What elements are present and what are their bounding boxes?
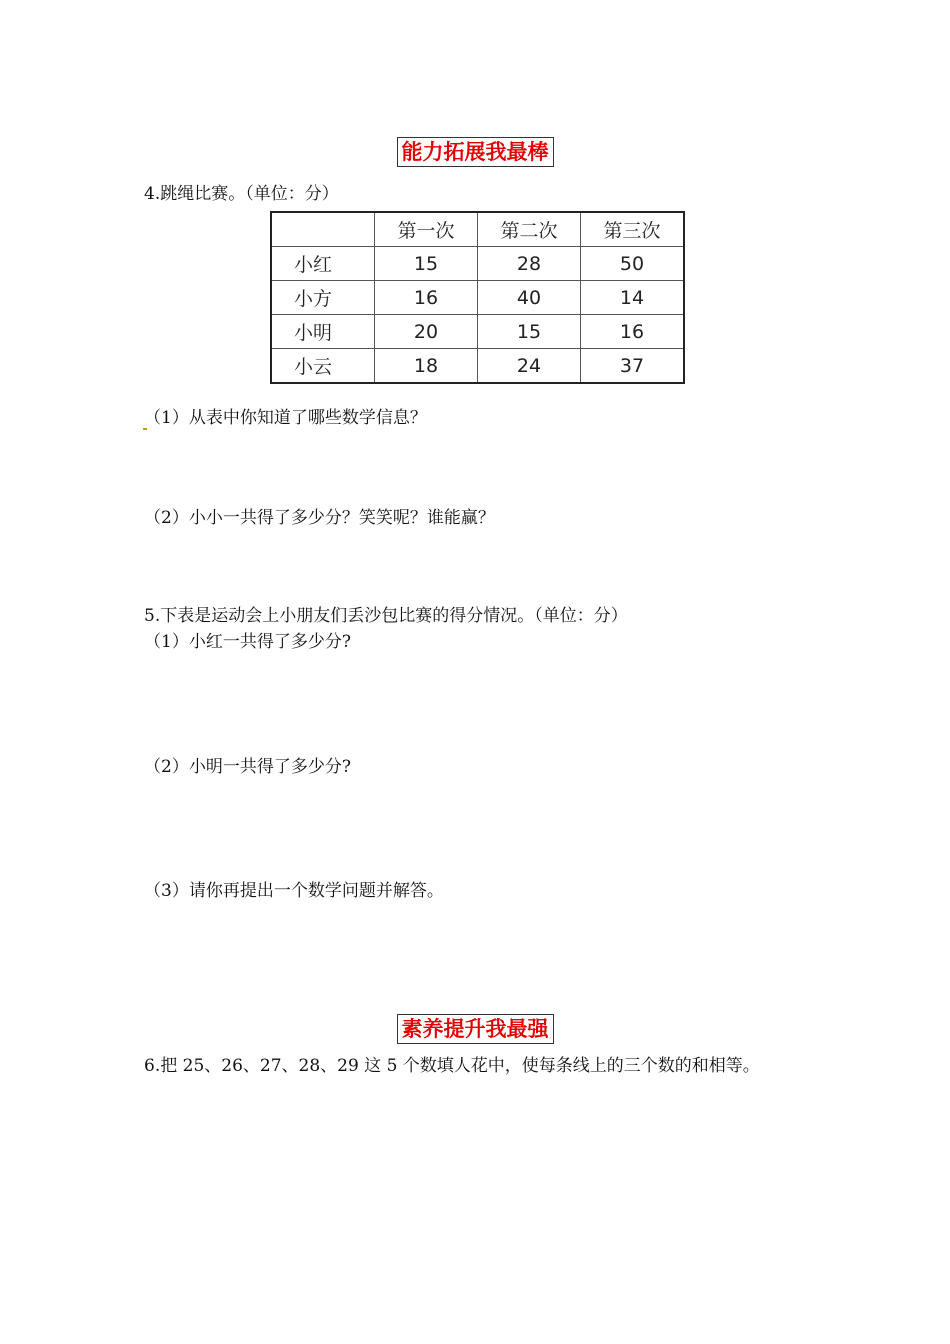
table-row-name: 小红 <box>271 247 375 281</box>
q6-title: 6.把 25、26、27、28、29 这 5 个数填人花中，使每条线上的三个数的和相等。 <box>144 1056 760 1076</box>
table-cell: 15 <box>375 247 478 281</box>
table-header-row <box>271 212 684 247</box>
table-cell: 40 <box>478 281 581 315</box>
jump-rope-table <box>270 211 685 384</box>
section-title-literacy <box>0 1014 950 1044</box>
q5-sub1: （1）小红一共得了多少分? <box>144 632 351 652</box>
table-row <box>271 281 684 315</box>
table-row-name: 小云 <box>271 349 375 384</box>
q4-sub1: （1）从表中你知道了哪些数学信息？ <box>144 408 427 428</box>
table-cell: 16 <box>581 315 685 349</box>
table-cell: 50 <box>581 247 685 281</box>
table-cell: 37 <box>581 349 685 384</box>
q4-title: 4.跳绳比赛。（单位：分） <box>144 184 339 204</box>
table-corner-cell <box>271 212 375 247</box>
q5-title: 5.下表是运动会上小朋友们丢沙包比赛的得分情况。（单位：分） <box>144 606 628 626</box>
section-title-ability <box>0 137 950 167</box>
table-row <box>271 247 684 281</box>
table-header-cell: 第二次 <box>478 212 581 247</box>
table-cell: 14 <box>581 281 685 315</box>
table-row <box>271 349 684 384</box>
q5-sub3: （3）请你再提出一个数学问题并解答。 <box>144 881 444 901</box>
q4-sub2: （2）小小一共得了多少分？笑笑呢？谁能赢？ <box>144 508 495 528</box>
q5-sub2: （2）小明一共得了多少分? <box>144 757 351 777</box>
table-row-name: 小方 <box>271 281 375 315</box>
table-cell: 16 <box>375 281 478 315</box>
table-header-cell: 第三次 <box>581 212 685 247</box>
table-cell: 18 <box>375 349 478 384</box>
table-cell: 15 <box>478 315 581 349</box>
table-cell: 20 <box>375 315 478 349</box>
table-cell: 28 <box>478 247 581 281</box>
table-header-cell: 第一次 <box>375 212 478 247</box>
section-title-ability-text: 能力拓展我最棒 <box>397 137 554 167</box>
table-cell: 24 <box>478 349 581 384</box>
table-row-name: 小明 <box>271 315 375 349</box>
section-title-literacy-text: 素养提升我最强 <box>397 1014 554 1044</box>
table-row <box>271 315 684 349</box>
